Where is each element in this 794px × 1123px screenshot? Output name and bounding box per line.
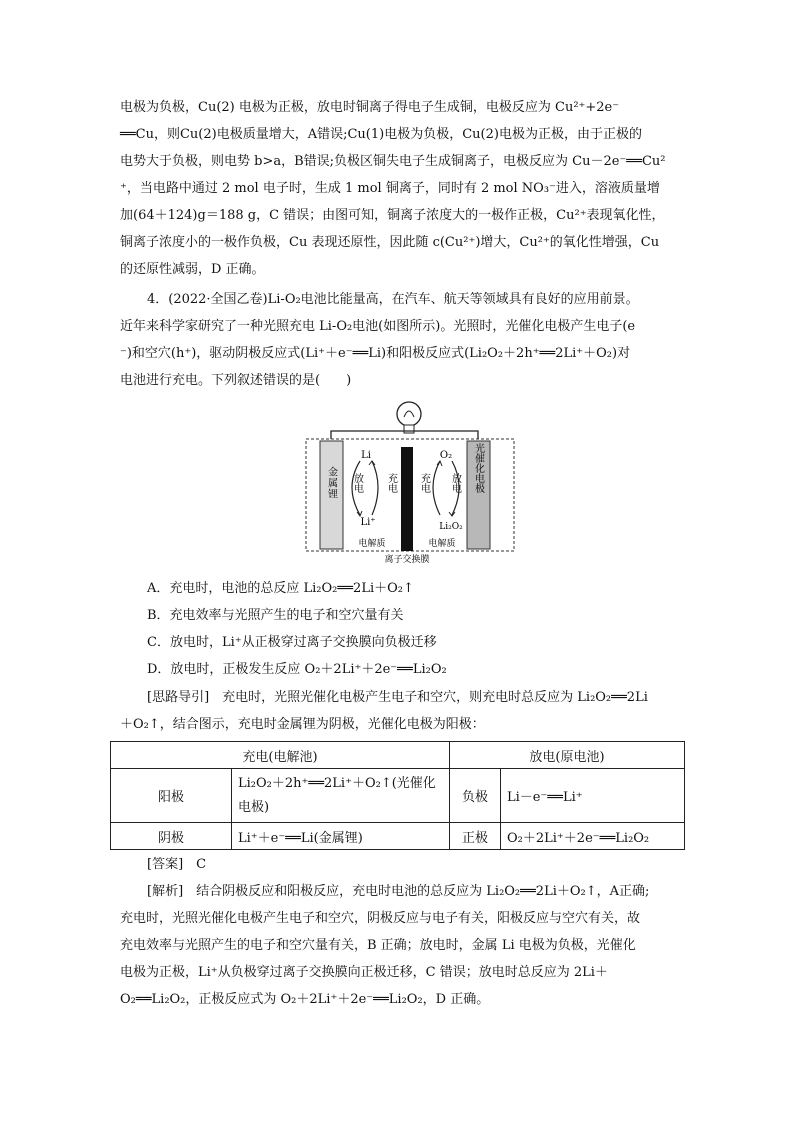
intro-line-1: 电极为负极，Cu(2) 电极为正极，放电时铜离子得电子生成铜，电极反应为 Cu²⁺+2e⁻ [120,100,620,115]
left-discharge-label: 放电 [351,473,363,493]
answer-line: [答案] C [147,857,207,872]
table-cell-positive-reaction: O₂＋2Li⁺＋2e⁻══Li₂O₂ [501,823,685,850]
question-line-2: 近年来科学家研究了一种光照充电 Li-O₂电池(如图所示)。光照时，光催化电极产生电子(e [120,319,636,334]
electrolyte-left-label: 电解质 [358,539,386,549]
table-cell-anode: 阳极 [111,769,232,823]
question-line-4: 电池进行充电。下列叙述错误的是( ) [120,373,352,388]
membrane-label: 离子交换膜 [384,555,430,565]
ion-exchange-membrane-bar [401,447,413,551]
intro-line-5: 加(64＋124)g＝188 g，C 错误；由图可知，铜离子浓度大的一极作正极，Cu²⁺表现氧化性， [120,208,665,223]
li2o2-label: Li₂O₂ [439,522,463,532]
battery-diagram [300,395,520,570]
analysis-line-2: 充电时，光照光催化电极产生电子和空穴，阴极反应与电子有关，阳极反应与空穴有关，故 [120,911,641,926]
table-cell-cathode: 阴极 [111,823,232,850]
right-charge-label: 充电 [418,473,430,493]
table-cell-negative: 负极 [450,769,501,823]
right-discharge-label: 放电 [449,473,461,493]
question-line-3: ⁻)和空穴(h⁺)，驱动阴极反应式(Li⁺＋e⁻══Li)和阳极反应式(Li₂O₂＋2h⁺══2Li⁺＋O₂)对 [120,346,631,361]
intro-line-3: 电势大于负极，则电势 b>a，B错误;负极区铜失电子生成铜离子，电极反应为 Cu－2e⁻══Cu² [120,154,666,169]
electrode-reaction-table [110,741,685,850]
table-cell-positive: 正极 [450,823,501,850]
intro-line-6: 铜离子浓度小的一极作负极，Cu 表现还原性，因此随 c(Cu²⁺)增大，Cu²⁺的氧化性增强，Cu [120,235,660,250]
option-a: A．充电时，电池的总反应 Li₂O₂══2Li＋O₂↑ [147,581,414,596]
o2-label: O₂ [439,450,453,461]
guide-line-2: ＋O₂↑，结合图示，充电时金属锂为阴极，光催化电极为阳极： [120,717,485,732]
intro-line-2: ══Cu，则Cu(2)电极质量增大，A错误;Cu(1)电极为负极，Cu(2)电极为正极，由于正极的 [120,127,642,142]
left-charge-label: 充电 [385,473,397,493]
electrolyte-right-label: 电解质 [428,539,456,549]
li-label: Li [361,450,371,461]
li-plus-label: Li⁺ [360,517,376,528]
intro-line-4: ⁺，当电路中通过 2 mol 电子时，生成 1 mol 铜离子，同时有 2 mol NO₃⁻进入，溶液质量增 [120,181,660,196]
light-bulb-icon [397,402,421,433]
table-cell-cathode-reaction: Li⁺＋e⁻══Li(金属锂) [232,823,450,850]
left-electrode-label: 金属锂 [325,466,337,500]
question-line-1: 4．(2022·全国乙卷)Li-O₂电池比能量高，在汽车、航天等领域具有良好的应用前景。 [147,292,639,307]
right-electrode-label: 光催化电极 [472,443,484,493]
analysis-line-3: 充电效率与光照产生的电子和空穴量有关，B 正确；放电时，金属 Li 电极为负极，光催化 [120,938,636,953]
option-b: B．充电效率与光照产生的电子和空穴量有关 [147,608,404,623]
anode-reaction-line-1: Li₂O₂＋2h⁺══2Li⁺＋O₂↑(光催化 [238,775,436,791]
table-cell-anode-reaction [232,769,450,823]
table-cell-negative-reaction: Li－e⁻══Li⁺ [501,769,685,823]
analysis-line-5: O₂══Li₂O₂，正极反应式为 O₂＋2Li⁺＋2e⁻══Li₂O₂，D 正确。 [120,992,490,1007]
analysis-line-4: 电极为正极，Li⁺从负极穿过离子交换膜向正极迁移，C 错误；放电时总反应为 2Li＋ [120,965,608,980]
table-header-discharge: 放电(原电池) [450,742,685,769]
option-c: C．放电时，Li⁺从正极穿过离子交换膜向负极迁移 [147,635,437,650]
anode-reaction-line-2: 电极) [238,799,270,815]
guide-line-1: [思路导引] 充电时，光照光催化电极产生电子和空穴，则充电时总反应为 Li₂O₂══2Li [147,690,648,705]
option-d: D．放电时，正极发生反应 O₂＋2Li⁺＋2e⁻══Li₂O₂ [147,662,447,677]
table-header-charge: 充电(电解池) [111,742,450,769]
analysis-line-1: [解析] 结合阴极反应和阳极反应，充电时电池的总反应为 Li₂O₂══2Li＋O₂↑，A正确; [147,884,650,899]
intro-line-7: 的还原性减弱，D 正确。 [120,262,265,277]
